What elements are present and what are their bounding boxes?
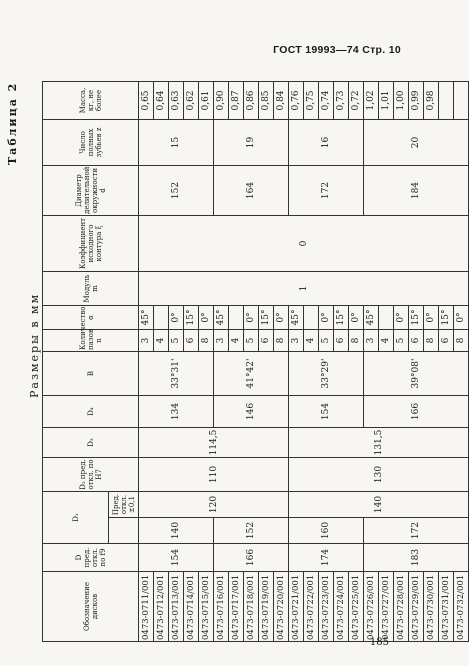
cell-alpha: 0° (454, 305, 469, 329)
cell-code: 0473-0722/001 (304, 572, 319, 642)
cell-grooves: 5 (169, 329, 184, 351)
cell-d1: 140 (139, 518, 214, 544)
table-caption: Размеры в мм (28, 292, 41, 398)
cell-mass: 0,64 (154, 81, 169, 119)
cell-module: 1 (139, 271, 469, 305)
cell-mass: 0,65 (139, 81, 154, 119)
cell-code: 0473-0712/001 (154, 572, 169, 642)
cell-grooves: 8 (199, 329, 214, 351)
cell-alpha: 15° (409, 305, 424, 329)
col-d2: D₂ пред. откл. по H7 (43, 457, 139, 491)
cell-grooves: 5 (394, 329, 409, 351)
cell-alpha: 0° (394, 305, 409, 329)
cell-grooves: 6 (184, 329, 199, 351)
cell-code: 0473-0723/001 (319, 572, 334, 642)
table-row (289, 81, 304, 641)
cell-mass: 0,98 (424, 81, 439, 119)
cell-code: 0473-0728/001 (394, 572, 409, 642)
cell-mass: 1,00 (394, 81, 409, 119)
cell-grooves: 4 (229, 329, 244, 351)
cell-mass: 1,02 (364, 81, 379, 119)
cell-mass: 0,74 (319, 81, 334, 119)
cell-diameter: 152 (139, 165, 214, 215)
cell-b: 41°42' (214, 351, 289, 395)
cell-d4: 146 (214, 395, 289, 427)
cell-code: 0473-0724/001 (334, 572, 349, 642)
cell-mass: 0,99 (409, 81, 424, 119)
col-d1: D₁ (43, 491, 109, 543)
cell-code: 0473-0716/001 (214, 572, 229, 642)
cell-grooves: 8 (454, 329, 469, 351)
cell-mass: 0,61 (199, 81, 214, 119)
table-row (214, 81, 229, 641)
cell-grooves: 4 (154, 329, 169, 351)
cell-grooves: 8 (349, 329, 364, 351)
cell-alpha: 0° (274, 305, 289, 329)
cell-d: 154 (139, 544, 214, 572)
cell-d4: 166 (364, 395, 469, 427)
page-number: 185 (369, 637, 389, 648)
col-d1-blank (109, 518, 139, 544)
cell-mass: 0,86 (244, 81, 259, 119)
cell-alpha: 0° (244, 305, 259, 329)
cell-teeth: 19 (214, 119, 289, 165)
cell-code: 0473-0731/001 (439, 572, 454, 642)
col-designation: Обозначение дисков (43, 572, 139, 642)
col-teeth: Число полных зубьев z (43, 119, 139, 165)
dimensions-table (42, 81, 469, 642)
cell-mass: 0,63 (169, 81, 184, 119)
cell-code: 0473-0715/001 (199, 572, 214, 642)
cell-mass: 0,87 (229, 81, 244, 119)
col-mass: Масса, кг, не более (43, 81, 139, 119)
cell-alpha: 45° (364, 305, 379, 329)
col-alpha: α (43, 305, 139, 329)
cell-code: 0473-0711/001 (139, 572, 154, 642)
cell-code: 0473-0718/001 (244, 572, 259, 642)
cell-grooves: 6 (439, 329, 454, 351)
cell-mass: 0,75 (304, 81, 319, 119)
cell-grooves: 4 (379, 329, 394, 351)
cell-mass: 0,76 (289, 81, 304, 119)
col-b: B (43, 351, 139, 395)
cell-alpha: 0° (349, 305, 364, 329)
cell-alpha: 0° (424, 305, 439, 329)
cell-grooves: 8 (424, 329, 439, 351)
cell-code: 0473-0713/001 (169, 572, 184, 642)
cell-alpha: 15° (334, 305, 349, 329)
cell-d1-tol: 140 (289, 491, 469, 517)
cell-d4: 154 (289, 395, 364, 427)
cell-code: 0473-0732/001 (454, 572, 469, 642)
cell-mass: 0,84 (274, 81, 289, 119)
cell-teeth: 16 (289, 119, 364, 165)
cell-alpha: 45° (139, 305, 154, 329)
cell-mass (454, 81, 469, 119)
cell-grooves: 8 (274, 329, 289, 351)
cell-grooves: 6 (259, 329, 274, 351)
cell-mass: 0,90 (214, 81, 229, 119)
cell-b: 33°29' (289, 351, 364, 395)
cell-b: 39°08' (364, 351, 469, 395)
cell-grooves: 6 (334, 329, 349, 351)
cell-d1: 160 (289, 518, 364, 544)
table-wrapper (42, 82, 466, 642)
cell-code: 0473-0730/001 (424, 572, 439, 642)
cell-grooves: 3 (364, 329, 379, 351)
cell-grooves: 4 (304, 329, 319, 351)
cell-alpha (154, 305, 169, 329)
cell-d1: 152 (214, 518, 289, 544)
cell-grooves: 5 (244, 329, 259, 351)
cell-teeth: 15 (139, 119, 214, 165)
cell-d1: 172 (364, 518, 469, 544)
col-d4: D₄ (43, 395, 139, 427)
cell-d4: 134 (139, 395, 214, 427)
table-row (139, 81, 154, 641)
cell-alpha: 45° (289, 305, 304, 329)
page-header: ГОСТ 19993—74 Стр. 10 (273, 44, 401, 56)
cell-grooves: 3 (214, 329, 229, 351)
cell-alpha: 0° (319, 305, 334, 329)
cell-grooves: 5 (319, 329, 334, 351)
cell-mass: 0,72 (349, 81, 364, 119)
cell-alpha: 15° (184, 305, 199, 329)
cell-d3: 131,5 (289, 427, 469, 457)
col-module: Модуль m (43, 271, 139, 305)
cell-alpha: 15° (439, 305, 454, 329)
cell-mass (439, 81, 454, 119)
cell-grooves: 6 (409, 329, 424, 351)
cell-shift: 0 (139, 215, 469, 271)
cell-alpha: 45° (214, 305, 229, 329)
cell-alpha (379, 305, 394, 329)
cell-alpha: 0° (199, 305, 214, 329)
cell-code: 0473-0714/001 (184, 572, 199, 642)
cell-alpha: 0° (169, 305, 184, 329)
cell-mass: 1,01 (379, 81, 394, 119)
cell-d2: 110 (139, 457, 289, 491)
table-label: Таблица 2 (6, 81, 19, 165)
cell-code: 0473-0725/001 (349, 572, 364, 642)
cell-mass: 0,62 (184, 81, 199, 119)
cell-b: 33°31' (139, 351, 214, 395)
cell-d2: 130 (289, 457, 469, 491)
cell-mass: 0,73 (334, 81, 349, 119)
cell-code: 0473-0729/001 (409, 572, 424, 642)
col-d3: D₃ (43, 427, 139, 457)
cell-d3: 114,5 (139, 427, 289, 457)
col-d1-tol: Пред. откл. ±0,1 (109, 491, 139, 517)
col-shift: Коэффициент исходного контура ξ (43, 215, 139, 271)
cell-grooves: 3 (289, 329, 304, 351)
cell-d: 166 (214, 544, 289, 572)
col-diameter: Диаметр делительной окружности d (43, 165, 139, 215)
cell-diameter: 172 (289, 165, 364, 215)
cell-alpha (229, 305, 244, 329)
cell-code: 0473-0727/001 (379, 572, 394, 642)
cell-alpha (304, 305, 319, 329)
cell-code: 0473-0717/001 (229, 572, 244, 642)
cell-code: 0473-0720/001 (274, 572, 289, 642)
cell-diameter: 184 (364, 165, 469, 215)
col-grooves: Количество пазов n (43, 329, 139, 351)
cell-diameter: 164 (214, 165, 289, 215)
cell-mass: 0,85 (259, 81, 274, 119)
cell-d: 183 (364, 544, 469, 572)
cell-code: 0473-0721/001 (289, 572, 304, 642)
cell-code: 0473-0726/001 (364, 572, 379, 642)
cell-alpha: 15° (259, 305, 274, 329)
cell-teeth: 20 (364, 119, 469, 165)
cell-d1-tol: 120 (139, 491, 289, 517)
table-row (364, 81, 379, 641)
cell-d: 174 (289, 544, 364, 572)
cell-code: 0473-0719/001 (259, 572, 274, 642)
col-d: D пред. откл. по f9 (43, 544, 139, 572)
cell-grooves: 3 (139, 329, 154, 351)
